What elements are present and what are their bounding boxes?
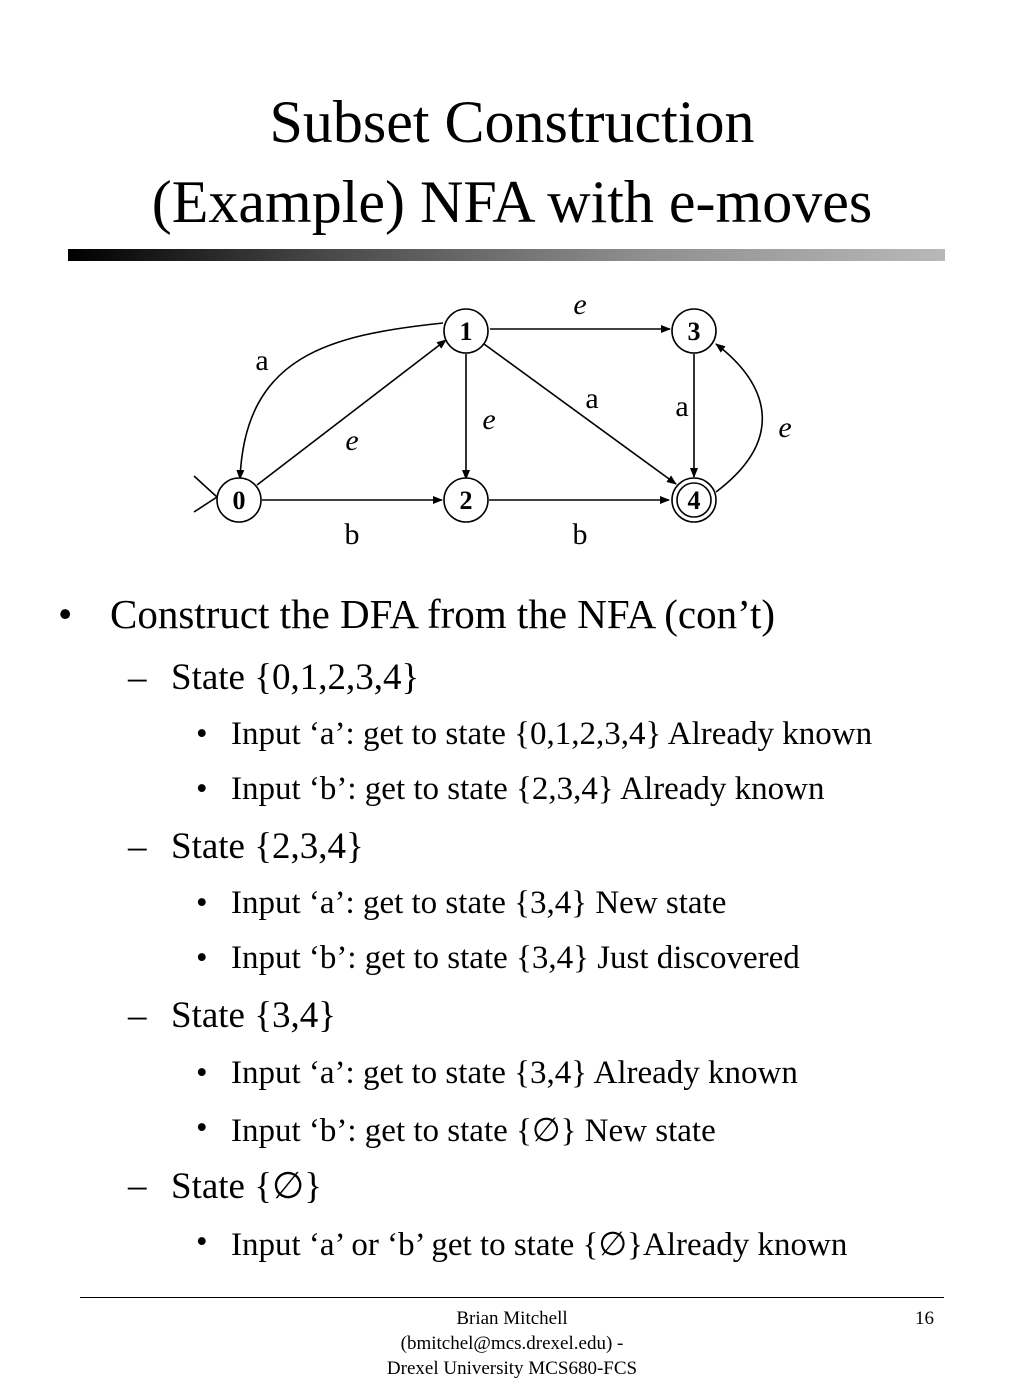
edge-1-2-label: e	[482, 403, 496, 436]
start-marker	[194, 476, 217, 512]
edge-1-0-label: a	[255, 344, 269, 377]
edge-1-3-label: e	[573, 288, 587, 321]
state-1-label: 1	[459, 317, 473, 346]
edge-4-3-label: e	[778, 411, 792, 444]
state-0-label: 0	[232, 486, 246, 515]
edge-3-4-label: a	[675, 390, 689, 423]
title-line-1: Subset Construction	[269, 89, 755, 155]
state-3-label: 3	[687, 317, 701, 346]
edge-1-4-label: a	[585, 382, 599, 415]
footer-author	[300, 1306, 724, 1379]
state-2-label: 2	[459, 486, 473, 515]
page-number: 16	[915, 1308, 934, 1329]
nfa-diagram	[180, 285, 820, 555]
edge-1-0	[240, 323, 443, 479]
footer-divider	[80, 1297, 944, 1298]
state-4-label: 4	[687, 486, 701, 515]
edge-0-1-label: e	[345, 424, 359, 457]
footer-line-2: (bmitchel@mcs.drexel.edu) -	[400, 1333, 624, 1354]
slide-title	[0, 82, 1024, 242]
title-line-2: (Example) NFA with e-moves	[151, 169, 873, 235]
edge-0-2-label: b	[344, 518, 360, 551]
footer-line-3: Drexel University MCS680-FCS	[386, 1358, 638, 1379]
footer-line-1: Brian Mitchell	[456, 1308, 568, 1329]
edge-0-1	[257, 340, 446, 485]
edge-4-3	[716, 344, 762, 492]
edge-1-4	[484, 344, 676, 484]
bullet-text: Construct the DFA from the NFA (con’t)	[110, 591, 776, 637]
edge-2-4-label: b	[572, 518, 588, 551]
title-divider	[68, 249, 945, 261]
